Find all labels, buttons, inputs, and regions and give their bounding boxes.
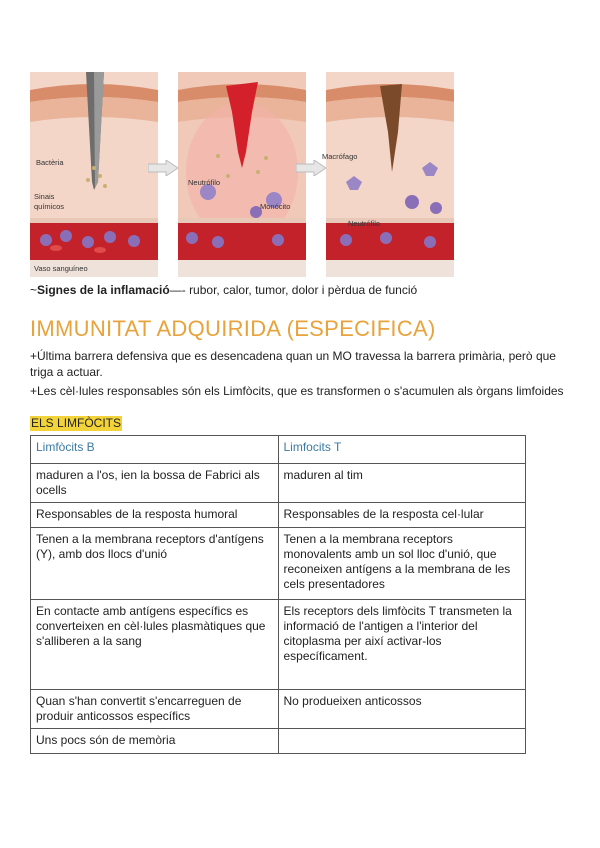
table-cell: maduren a l'os, ien la bossa de Fabrici als ocells [31, 464, 279, 503]
inflammation-illustration [30, 72, 456, 277]
table-row [31, 528, 526, 600]
label-vessel: Vaso sanguíneo [34, 264, 88, 273]
label-signals-1: Sinais [34, 192, 55, 201]
section-heading: ELS LIMFÒCITS [31, 416, 122, 430]
panel-inflammation [178, 72, 306, 277]
caption-prefix: ~ [30, 283, 38, 297]
label-macrophage: Macrófago [322, 152, 358, 161]
label-signals-2: químicos [34, 202, 65, 211]
table-cell: Tenen a la membrana receptors d'antígens (Y), amb dos llocs d'unió [31, 528, 279, 600]
paragraph-2: +Les cèl·lules responsables són els Limfòcits, que es transformen o s'acumulen als òrgans limfoides [30, 384, 564, 398]
table-cell: En contacte amb antígens específics es converteixen en cèl·lules plasmàtiques que s'alliberen a la sang [31, 600, 279, 690]
panel-healing [326, 72, 454, 277]
table-row [31, 729, 526, 754]
table-row [31, 600, 526, 690]
header-t-lymphocytes: Limfocits T [278, 436, 526, 464]
header-b-lymphocytes: Limfòcits B [31, 436, 279, 464]
table-cell: Tenen a la membrana receptors monovalents amb un sol lloc d'unió, que reconeixen antígens a la membrana de les cels presentadores [278, 528, 526, 600]
table-cell: Responsables de la resposta humoral [31, 503, 279, 528]
label-bacteria: Bactèria [36, 158, 64, 167]
page-title: IMMUNITAT ADQUIRIDA (ESPECIFICA) [30, 316, 436, 341]
label-neutrophil-2: Neutrófilo [348, 219, 381, 228]
table-cell: Uns pocs són de memòria [31, 729, 279, 754]
arrow-right-icon [296, 160, 326, 176]
table-cell [278, 729, 526, 754]
label-neutrophil: Neutrófilo [188, 178, 221, 187]
table-header-row [31, 436, 526, 464]
lymphocytes-table [30, 435, 526, 754]
table-row [31, 503, 526, 528]
figure-caption [30, 283, 417, 297]
table-cell: maduren al tim [278, 464, 526, 503]
arrow-right-icon [148, 160, 178, 176]
caption-rest: —- rubor, calor, tumor, dolor i pèrdua de funció [169, 283, 418, 297]
table-row [31, 464, 526, 503]
paragraph-1: +Última barrera defensiva que es desencadena quan un MO travessa la barrera primària, però que triga a actuar. [30, 349, 556, 379]
table-cell: Responsables de la resposta cel·lular [278, 503, 526, 528]
table-cell: Quan s'han convertit s'encarreguen de produir anticossos específics [31, 690, 279, 729]
table-row [31, 690, 526, 729]
panel-injury [30, 72, 158, 277]
label-monocyte: Monócito [260, 202, 291, 211]
caption-bold: Signes de la inflamació [37, 283, 170, 297]
table-cell: Els receptors dels limfòcits T transmeten la informació de l'antigen a l'interior del citoplasma per així activar-los específicament. [278, 600, 526, 690]
table-cell: No produeixen anticossos [278, 690, 526, 729]
